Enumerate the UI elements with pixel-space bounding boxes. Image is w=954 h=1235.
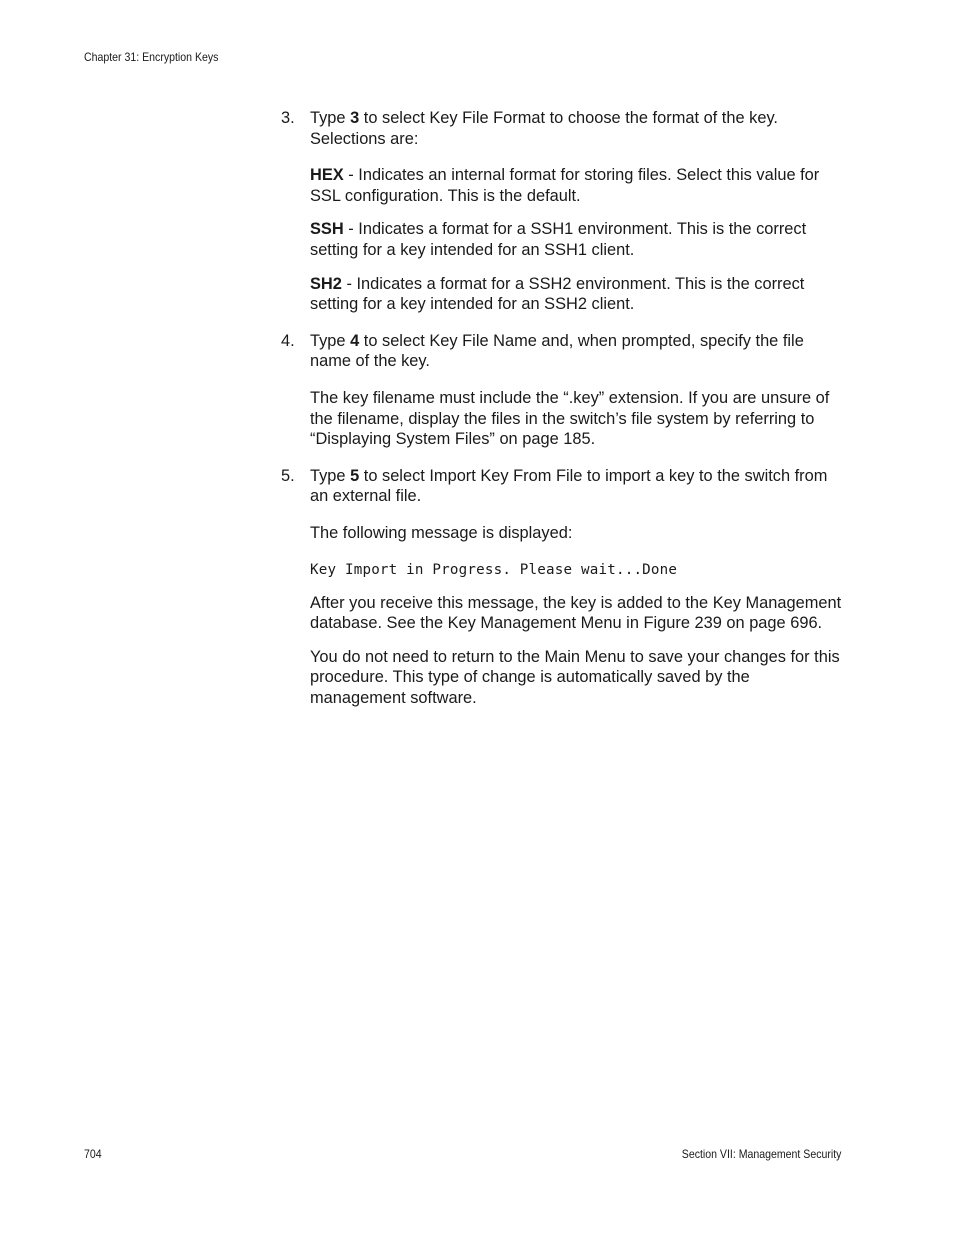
step-intro: Type 4 to select Key File Name and, when prompted, specify the file name of the key.: [310, 331, 804, 371]
filename-note: The key filename must include the “.key” extension. If you are unsure of the filename, display the files in the switch’s file system by referring to “Displaying System Files” on page 185.: [310, 388, 830, 449]
after-message: After you receive this message, the key is added to the Key Management database. See the Key Management Menu in Figure 239 on page 696.: [310, 593, 842, 633]
step-intro: Type 3 to select Key File Format to choose the format of the key. Selections are:: [310, 109, 778, 148]
option-description: - Indicates a format for a SSH1 environment. This is the correct setting for a key intended for an SSH1 client.: [310, 220, 807, 259]
page-body: [281, 108, 843, 708]
option-term: SH2: [310, 274, 342, 293]
step-3: [281, 108, 843, 315]
closing-note: You do not need to return to the Main Menu to save your changes for this procedure. This type of change is automatically saved by the management software.: [310, 647, 840, 707]
step-5: [281, 466, 843, 709]
page-number: 704: [84, 1147, 102, 1161]
console-message: Key Import in Progress. Please wait...Done: [310, 561, 678, 578]
option-description: - Indicates a format for a SSH2 environment. This is the correct setting for a key intended for an SSH2 client.: [310, 274, 805, 314]
step-number: 3.: [281, 109, 295, 127]
key-number: 5: [350, 466, 360, 485]
step-4: [281, 331, 843, 450]
option-hex: [310, 165, 843, 206]
option-description: - Indicates an internal format for storing files. Select this value for SSL configuration. This is the default.: [310, 166, 820, 205]
option-term: HEX: [310, 166, 344, 185]
message-intro: The following message is displayed:: [310, 523, 573, 542]
step-number: 5.: [281, 466, 295, 485]
key-number: 4: [350, 331, 360, 350]
step-number: 4.: [281, 331, 295, 350]
option-sh2: [310, 274, 843, 315]
running-head: Chapter 31: Encryption Keys: [84, 50, 219, 64]
option-ssh: [310, 219, 843, 260]
section-title: Section VII: Management Security: [681, 1147, 841, 1161]
key-number: 3: [350, 109, 360, 127]
option-term: SSH: [310, 220, 344, 239]
step-intro: Type 5 to select Import Key From File to import a key to the switch from an external file.: [310, 466, 828, 506]
